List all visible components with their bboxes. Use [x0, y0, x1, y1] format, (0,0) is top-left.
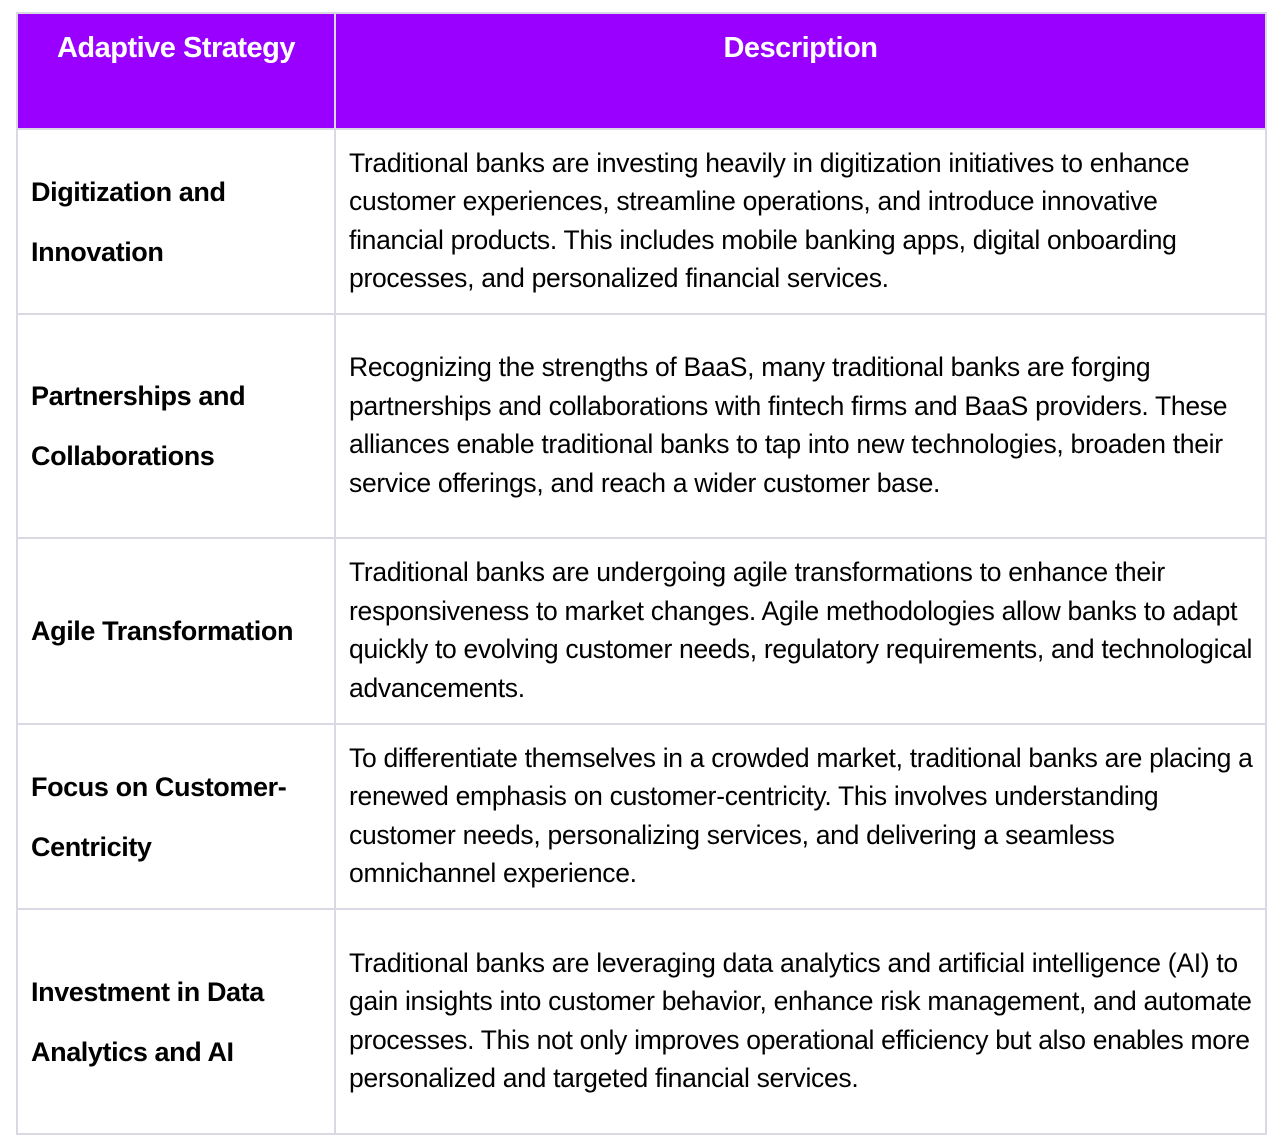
table-row [17, 909, 1266, 1134]
strategy-cell: Focus on Customer-Centricity [17, 724, 335, 909]
strategy-cell: Digitization and Innovation [17, 129, 335, 314]
description-cell: Traditional banks are undergoing agile transformations to enhance their responsiveness to market changes. Agile methodologies allow banks to adapt quickly to evolving customer needs, regulatory requirements, and technological advancements. [335, 538, 1266, 724]
strategy-cell: Agile Transformation [17, 538, 335, 724]
description-cell: Recognizing the strengths of BaaS, many traditional banks are forging partnerships and collaborations with fintech firms and BaaS providers. These alliances enable traditional banks to tap into new technologies, broaden their service offerings, and reach a wider customer base. [335, 314, 1266, 538]
table-row [17, 724, 1266, 909]
strategy-cell: Investment in Data Analytics and AI [17, 909, 335, 1134]
table-header-row [17, 13, 1266, 129]
description-cell: Traditional banks are leveraging data analytics and artificial intelligence (AI) to gain insights into customer behavior, enhance risk management, and automate processes. This not only improves operational efficiency but also enables more personalized and targeted financial services. [335, 909, 1266, 1134]
column-header-strategy: Adaptive Strategy [17, 13, 335, 129]
table-row [17, 129, 1266, 314]
table-row [17, 538, 1266, 724]
table-row [17, 314, 1266, 538]
adaptive-strategies-table [16, 12, 1267, 1135]
description-cell: To differentiate themselves in a crowded market, traditional banks are placing a renewed emphasis on customer-centricity. This involves understanding customer needs, personalizing services, and delivering a seamless omnichannel experience. [335, 724, 1266, 909]
column-header-description: Description [335, 13, 1266, 129]
strategy-cell: Partnerships and Collaborations [17, 314, 335, 538]
description-cell: Traditional banks are investing heavily in digitization initiatives to enhance customer experiences, streamline operations, and introduce innovative financial products. This includes mobile banking apps, digital onboarding processes, and personalized financial services. [335, 129, 1266, 314]
